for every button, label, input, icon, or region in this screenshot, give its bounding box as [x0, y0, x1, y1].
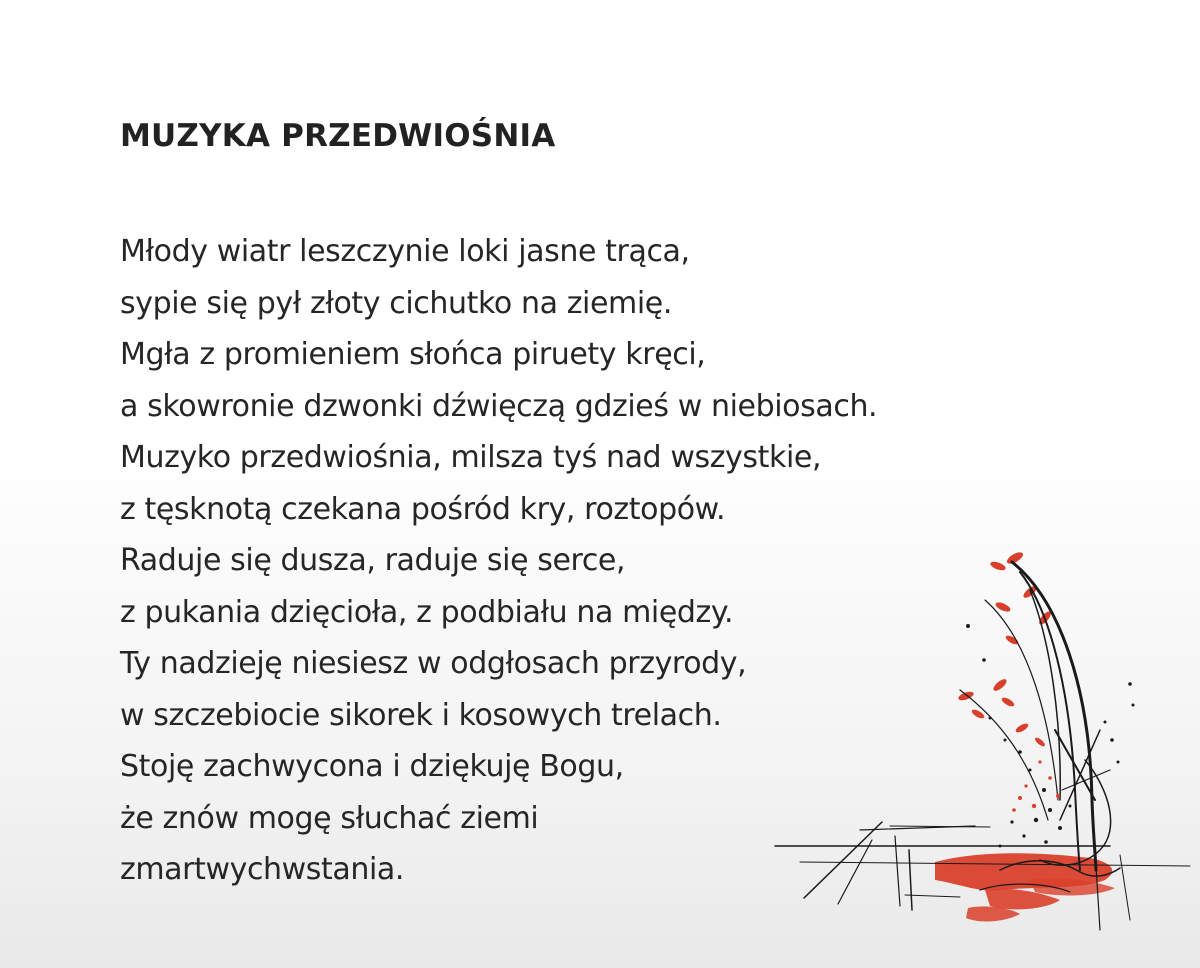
poem-line: Muzyko przedwiośnia, milsza tyś nad wszystkie,	[120, 440, 822, 475]
poem-line: a skowronie dzwonki dźwięczą gdzieś w niebiosach.	[120, 388, 878, 424]
poem-line: że znów mogę słuchać ziemi	[120, 800, 539, 836]
poem-line: zmartwychwstania.	[120, 852, 405, 887]
poem-line: Młody wiatr leszczynie loki jasne trąca,	[120, 234, 690, 269]
poem-line: z pukania dzięcioła, z podbiału na między.	[120, 594, 734, 630]
poem-line: z tęsknotą czekana pośród kry, roztopów.	[120, 491, 726, 527]
poem-line: Mgła z promieniem słońca piruety kręci,	[120, 337, 706, 372]
poem-line: Stoję zachwycona i dziękuję Bogu,	[120, 749, 624, 784]
poem-line: w szczebiocie sikorek i kosowych trelach.	[120, 697, 722, 733]
poem-title: MUZYKA PRZEDWIOŚNIA	[120, 118, 556, 154]
poem-line: Ty nadzieję niesiesz w odgłosach przyrody,	[120, 646, 747, 681]
poem-line: sypie się pył złoty cichutko na ziemię.	[120, 285, 672, 321]
ink-branch-illustration-icon	[760, 540, 1200, 968]
poem-line: Raduje się dusza, raduje się serce,	[120, 543, 626, 578]
